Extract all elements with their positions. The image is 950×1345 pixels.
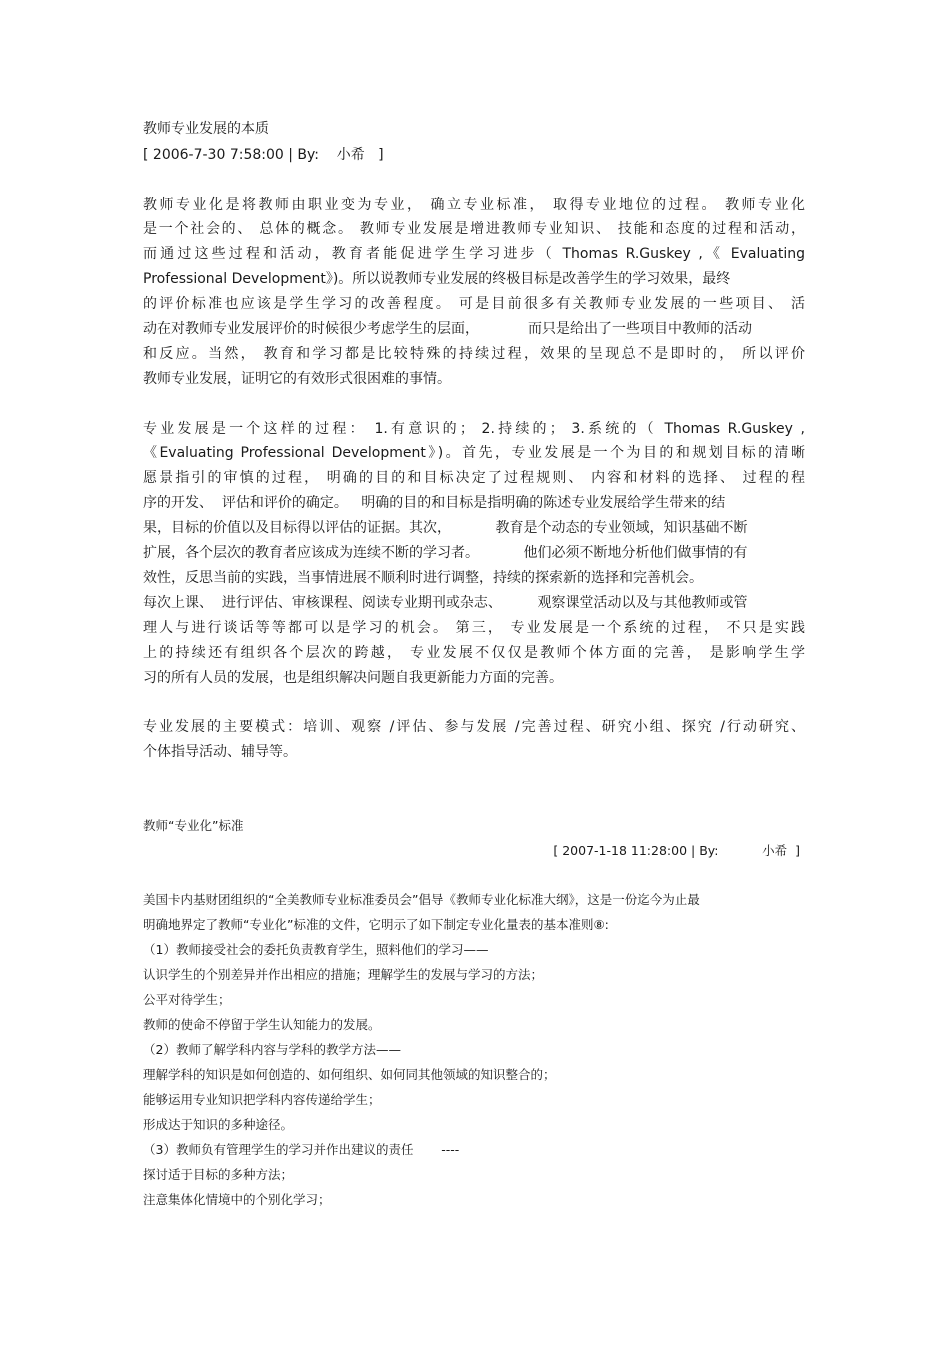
paragraph-line: 每次上课、 进行评估、审核课程、阅读专业期刊或杂志、 观察课堂活动以及与其他教师或管: [143, 595, 748, 611]
list-line: （2）教师了解学科内容与学科的教学方法——: [143, 1042, 401, 1057]
paragraph-line: 而通过这些过程和活动，教育者能促进学生学习进步（ Thomas R.Guskey ,《 Evaluating: [143, 246, 805, 262]
paragraph-line: 个体指导活动、辅导等。: [143, 744, 297, 760]
paragraph-line: 果，目标的价值以及目标得以评估的证据。其次， 教育是个动态的专业领域，知识基础不断: [143, 520, 748, 536]
list-line: 教师的使命不停留于学生认知能力的发展。: [143, 1017, 381, 1032]
paragraph-line: 动在对教师专业发展评价的时候很少考虑学生的层面， 而只是给出了一些项目中教师的活动: [143, 321, 752, 337]
list-line: （1）教师接受社会的委托负责教育学生，照料他们的学习——: [143, 942, 489, 957]
article-title: 教师“专业化”标准: [143, 818, 244, 833]
paragraph-line: 教师专业化是将教师由职业变为专业， 确立专业标准， 取得专业地位的过程。 教师专业化: [143, 197, 805, 213]
paragraph-line: 愿景指引的审慎的过程， 明确的目的和目标决定了过程规则、 内容和材料的选择、 过程的程: [143, 470, 805, 486]
paragraph-line: 专业发展是一个这样的过程： 1.有意识的； 2.持续的； 3.系统的（ Thomas R.Guskey ,: [143, 421, 805, 437]
paragraph-line: 和反应。当然， 教育和学习都是比较特殊的持续过程，效果的呈现总不是即时的， 所以评价: [143, 346, 805, 362]
paragraph-line: 教师专业发展，证明它的有效形式很困难的事情。: [143, 371, 451, 387]
article-title: 教师专业发展的本质: [143, 121, 269, 137]
list-line: 注意集体化情境中的个别化学习；: [143, 1192, 331, 1207]
paragraph-line: 的评价标准也应该是学生学习的改善程度。 可是目前很多有关教师专业发展的一些项目、 活: [143, 296, 805, 312]
list-line: 公平对待学生；: [143, 992, 231, 1007]
list-line: 美国卡内基财团组织的“全美教师专业标准委员会”倡导《教师专业化标准大纲》，这是一份迄今为止最: [143, 892, 700, 907]
paragraph-line: 习的所有人员的发展，也是组织解决问题自我更新能力方面的完善。: [143, 670, 563, 686]
paragraph-line: Professional Development》)。所以说教师专业发展的终极目标是改善学生的学习效果，最终: [143, 271, 731, 287]
list-line: 形成达于知识的多种途径。: [143, 1117, 294, 1132]
paragraph-line: 是一个社会的、 总体的概念。 教师专业发展是增进教师专业知识、 技能和态度的过程和活动，: [143, 221, 805, 237]
list-line: 理解学科的知识是如何创造的、如何组织、如何同其他领域的知识整合的；: [143, 1067, 556, 1082]
paragraph-line: 理人与进行谈话等等都可以是学习的机会。 第三， 专业发展是一个系统的过程， 不只是实践: [143, 620, 805, 636]
paragraph-line: 《Evaluating Professional Development》)。首先，专业发展是一个为目的和规划目标的清晰: [143, 445, 805, 461]
list-line: 明确地界定了教师“专业化”标准的文件，它明示了如下制定专业化量表的基本准则⑧:: [143, 917, 609, 932]
paragraph-line: 扩展，各个层次的教育者应该成为连续不断的学习者。 他们必须不断地分析他们做事情的有: [143, 545, 748, 561]
list-line: （3）教师负有管理学生的学习并作出建议的责任 ----: [143, 1142, 460, 1157]
paragraph-line: 专业发展的主要模式：培训、观察 /评估、参与发展 /完善过程、研究小组、探究 /行动研究、: [143, 719, 805, 735]
paragraph-line: 序的开发、 评估和评价的确定。 明确的目的和目标是指明确的陈述专业发展给学生带来的结: [143, 495, 726, 511]
article-meta: [ 2006-7-30 7:58:00 | By: 小希 ]: [143, 147, 384, 163]
list-line: 能够运用专业知识把学科内容传递给学生；: [143, 1092, 381, 1107]
paragraph-line: 效性，反思当前的实践，当事情进展不顺利时进行调整，持续的探索新的选择和完善机会。: [143, 570, 703, 586]
list-line: 认识学生的个别差异并作出相应的措施；理解学生的发展与学习的方法；: [143, 967, 544, 982]
article-meta: [ 2007-1-18 11:28:00 | By: 小希 ]: [553, 843, 800, 858]
paragraph-line: 上的持续还有组织各个层次的跨越， 专业发展不仅仅是教师个体方面的完善， 是影响学生学: [143, 645, 805, 661]
list-line: 探讨适于目标的多种方法；: [143, 1167, 294, 1182]
